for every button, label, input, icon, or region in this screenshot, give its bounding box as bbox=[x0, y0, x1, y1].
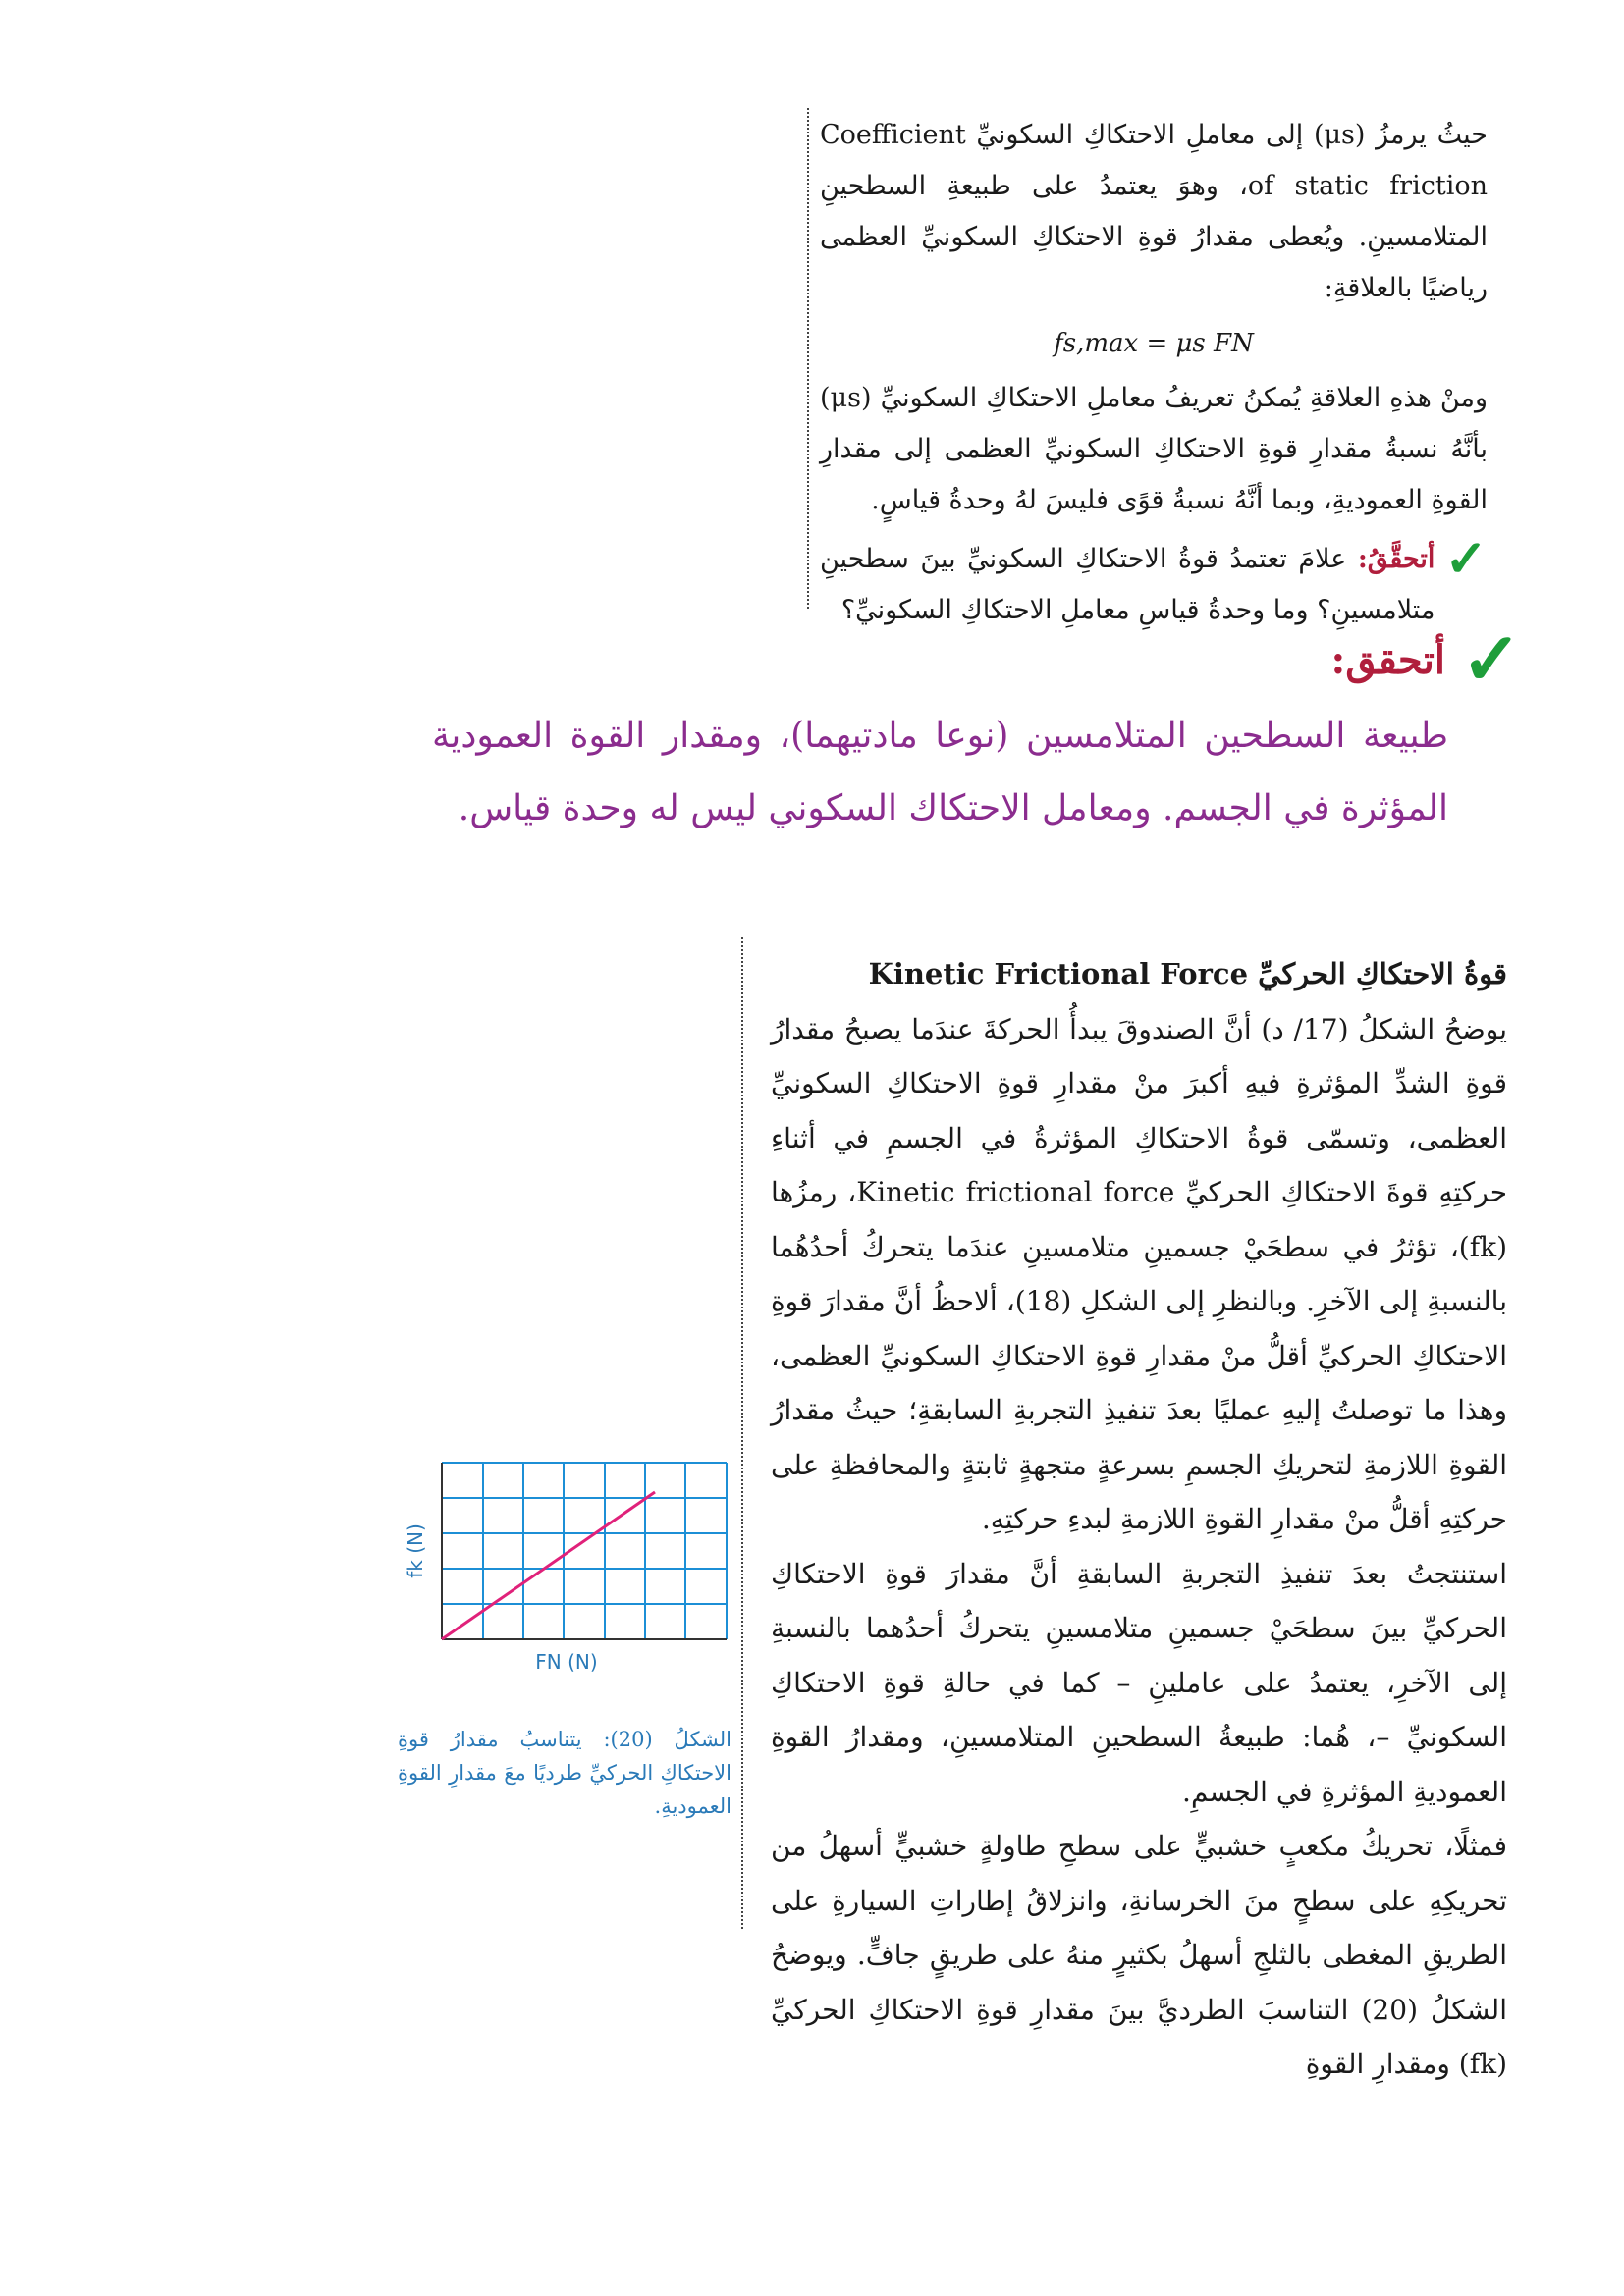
kinetic-friction-section bbox=[771, 947, 1507, 2092]
max-static-friction-formula: fs,max = μs FN bbox=[1054, 329, 1254, 358]
x-axis-label: FN (N) bbox=[535, 1650, 598, 1674]
check-question-text: علامَ تعتمدُ قوةُ الاحتكاكِ السكونيِّ بينَ سطحينِ متلامسينِ؟ وما وحدةُ قياسِ معاملِ الاحتكاكِ السكونيِّ؟ bbox=[820, 544, 1435, 625]
section-title: قوةُ الاحتكاكِ الحركيِّ Kinetic Frictional Force bbox=[868, 957, 1507, 990]
static-friction-section bbox=[820, 110, 1488, 636]
kinetic-paragraph-3: فمثلًا، تحريكُ مكعبٍ خشبيٍّ على سطحِ طاولةٍ خشبيٍّ أسهلُ من تحريكِهِ على سطحٍ منَ الخرسانةِ، وانزلاقُ إطاراتِ السيارةِ على الطريقِ المغطى بالثلجِ أسهلُ بكثيرٍ منهُ على طريقٍ جافٍّ. ويوضحُ الشكلُ (20) التناسبَ الطرديَّ بينَ مقدارِ قوةِ الاحتكاكِ الحركيِّ (fk) ومقدارِ القوةِ bbox=[771, 1830, 1507, 2080]
coefficient-paragraph: حيثُ يرمزُ (μs) إلى معاملِ الاحتكاكِ السكونيِّ Coefficient of static friction، وهوَ يعتمدُ على طبيعةِ السطحينِ المتلامسينِ. ويُعطى مقدارُ قوةِ الاحتكاكِ السكونيِّ العظمى رياضيًا بالعلاقةِ: bbox=[820, 120, 1488, 303]
figure-caption: الشكلُ (20): يتناسبُ مقدارُ قوةِ الاحتكاكِ الحركيِّ طرديًا معَ مقدارِ القوةِ العموديةِ. bbox=[398, 1728, 732, 1818]
answer-header bbox=[432, 617, 1522, 702]
coefficient-definition-paragraph: ومنْ هذهِ العلاقةِ يُمكنُ تعريفُ معاملِ الاحتكاكِ السكونيِّ (μs) بأنَّهُ نسبةُ مقدارِ قوةِ الاحتكاكِ السكونيِّ العظمى إلى مقدارِ القوةِ العموديةِ، وبما أنَّهُ نسبةُ قوًى فليسَ لهُ وحدةُ قياسٍ. bbox=[820, 383, 1488, 515]
check-label: أتحقَّقُ: bbox=[1357, 544, 1435, 574]
top-column-divider bbox=[807, 108, 809, 609]
answer-text: طبيعة السطحين المتلامسين (نوعا مادتيهما)، ومقدار القوة العمودية المؤثرة في الجسم. ومعامل الاحتكاك السكوني ليس له وحدة قياس. bbox=[432, 716, 1448, 828]
y-axis-label: fk (N) bbox=[404, 1523, 427, 1578]
bottom-column-divider bbox=[741, 937, 743, 1929]
figure-20-graph bbox=[398, 1453, 731, 1698]
check-question bbox=[820, 529, 1488, 636]
checkmark-icon: ✓ bbox=[1460, 617, 1522, 702]
checkmark-icon: ✓ bbox=[1444, 529, 1488, 589]
answer-block bbox=[432, 617, 1522, 845]
grid bbox=[442, 1463, 727, 1639]
answer-title: أتحقق: bbox=[1330, 636, 1445, 683]
kinetic-paragraph-2: استنتجتُ بعدَ تنفيذِ التجربةِ السابقةِ أنَّ مقدارَ قوةِ الاحتكاكِ الحركيِّ بينَ سطحَيْ جسمينِ متلامسينِ يتحركُ أحدُهما بالنسبةِ إلى الآخرِ، يعتمدُ على عاملينِ – كما في حالةِ قوةِ الاحتكاكِ السكونيِّ –، هُما: طبيعةُ السطحينِ المتلامسينِ، ومقدارُ القوةِ العموديةِ المؤثرةِ في الجسمِ. bbox=[771, 1557, 1507, 1808]
friction-line bbox=[442, 1492, 655, 1639]
kinetic-paragraph-1: يوضحُ الشكلُ (17/ د) أنَّ الصندوقَ يبدأُ الحركةَ عندَما يصبحُ مقدارُ قوةِ الشدِّ المؤثرةِ فيهِ أكبرَ منْ مقدارِ قوةِ الاحتكاكِ السكونيِّ العظمى، وتسمّى قوةُ الاحتكاكِ المؤثرةُ في الجسمِ في أثناءِ حركتِهِ قوةَ الاحتكاكِ الحركيِّ Kinetic frictional force، رمزُها (fk)، تؤثرُ في سطحَيْ جسمينِ متلامسينِ عندَما يتحركُ أحدُهُما بالنسبةِ إلى الآخرِ. وبالنظرِ إلى الشكلِ (18)، ألاحظُ أنَّ مقدارَ قوةِ الاحتكاكِ الحركيِّ أقلُّ منْ مقدارِ قوةِ الاحتكاكِ السكونيِّ العظمى، وهذا ما توصلتُ إليهِ عمليًا بعدَ تنفيذِ التجربةِ السابقةِ؛ حيثُ مقدارُ القوةِ اللازمةِ لتحريكِ الجسمِ بسرعةٍ متجهةٍ ثابتةٍ والمحافظةِ على حركتِهِ أقلُّ منْ مقدارِ القوةِ اللازمةِ لبدءِ حركتِهِ. bbox=[771, 1012, 1508, 1535]
